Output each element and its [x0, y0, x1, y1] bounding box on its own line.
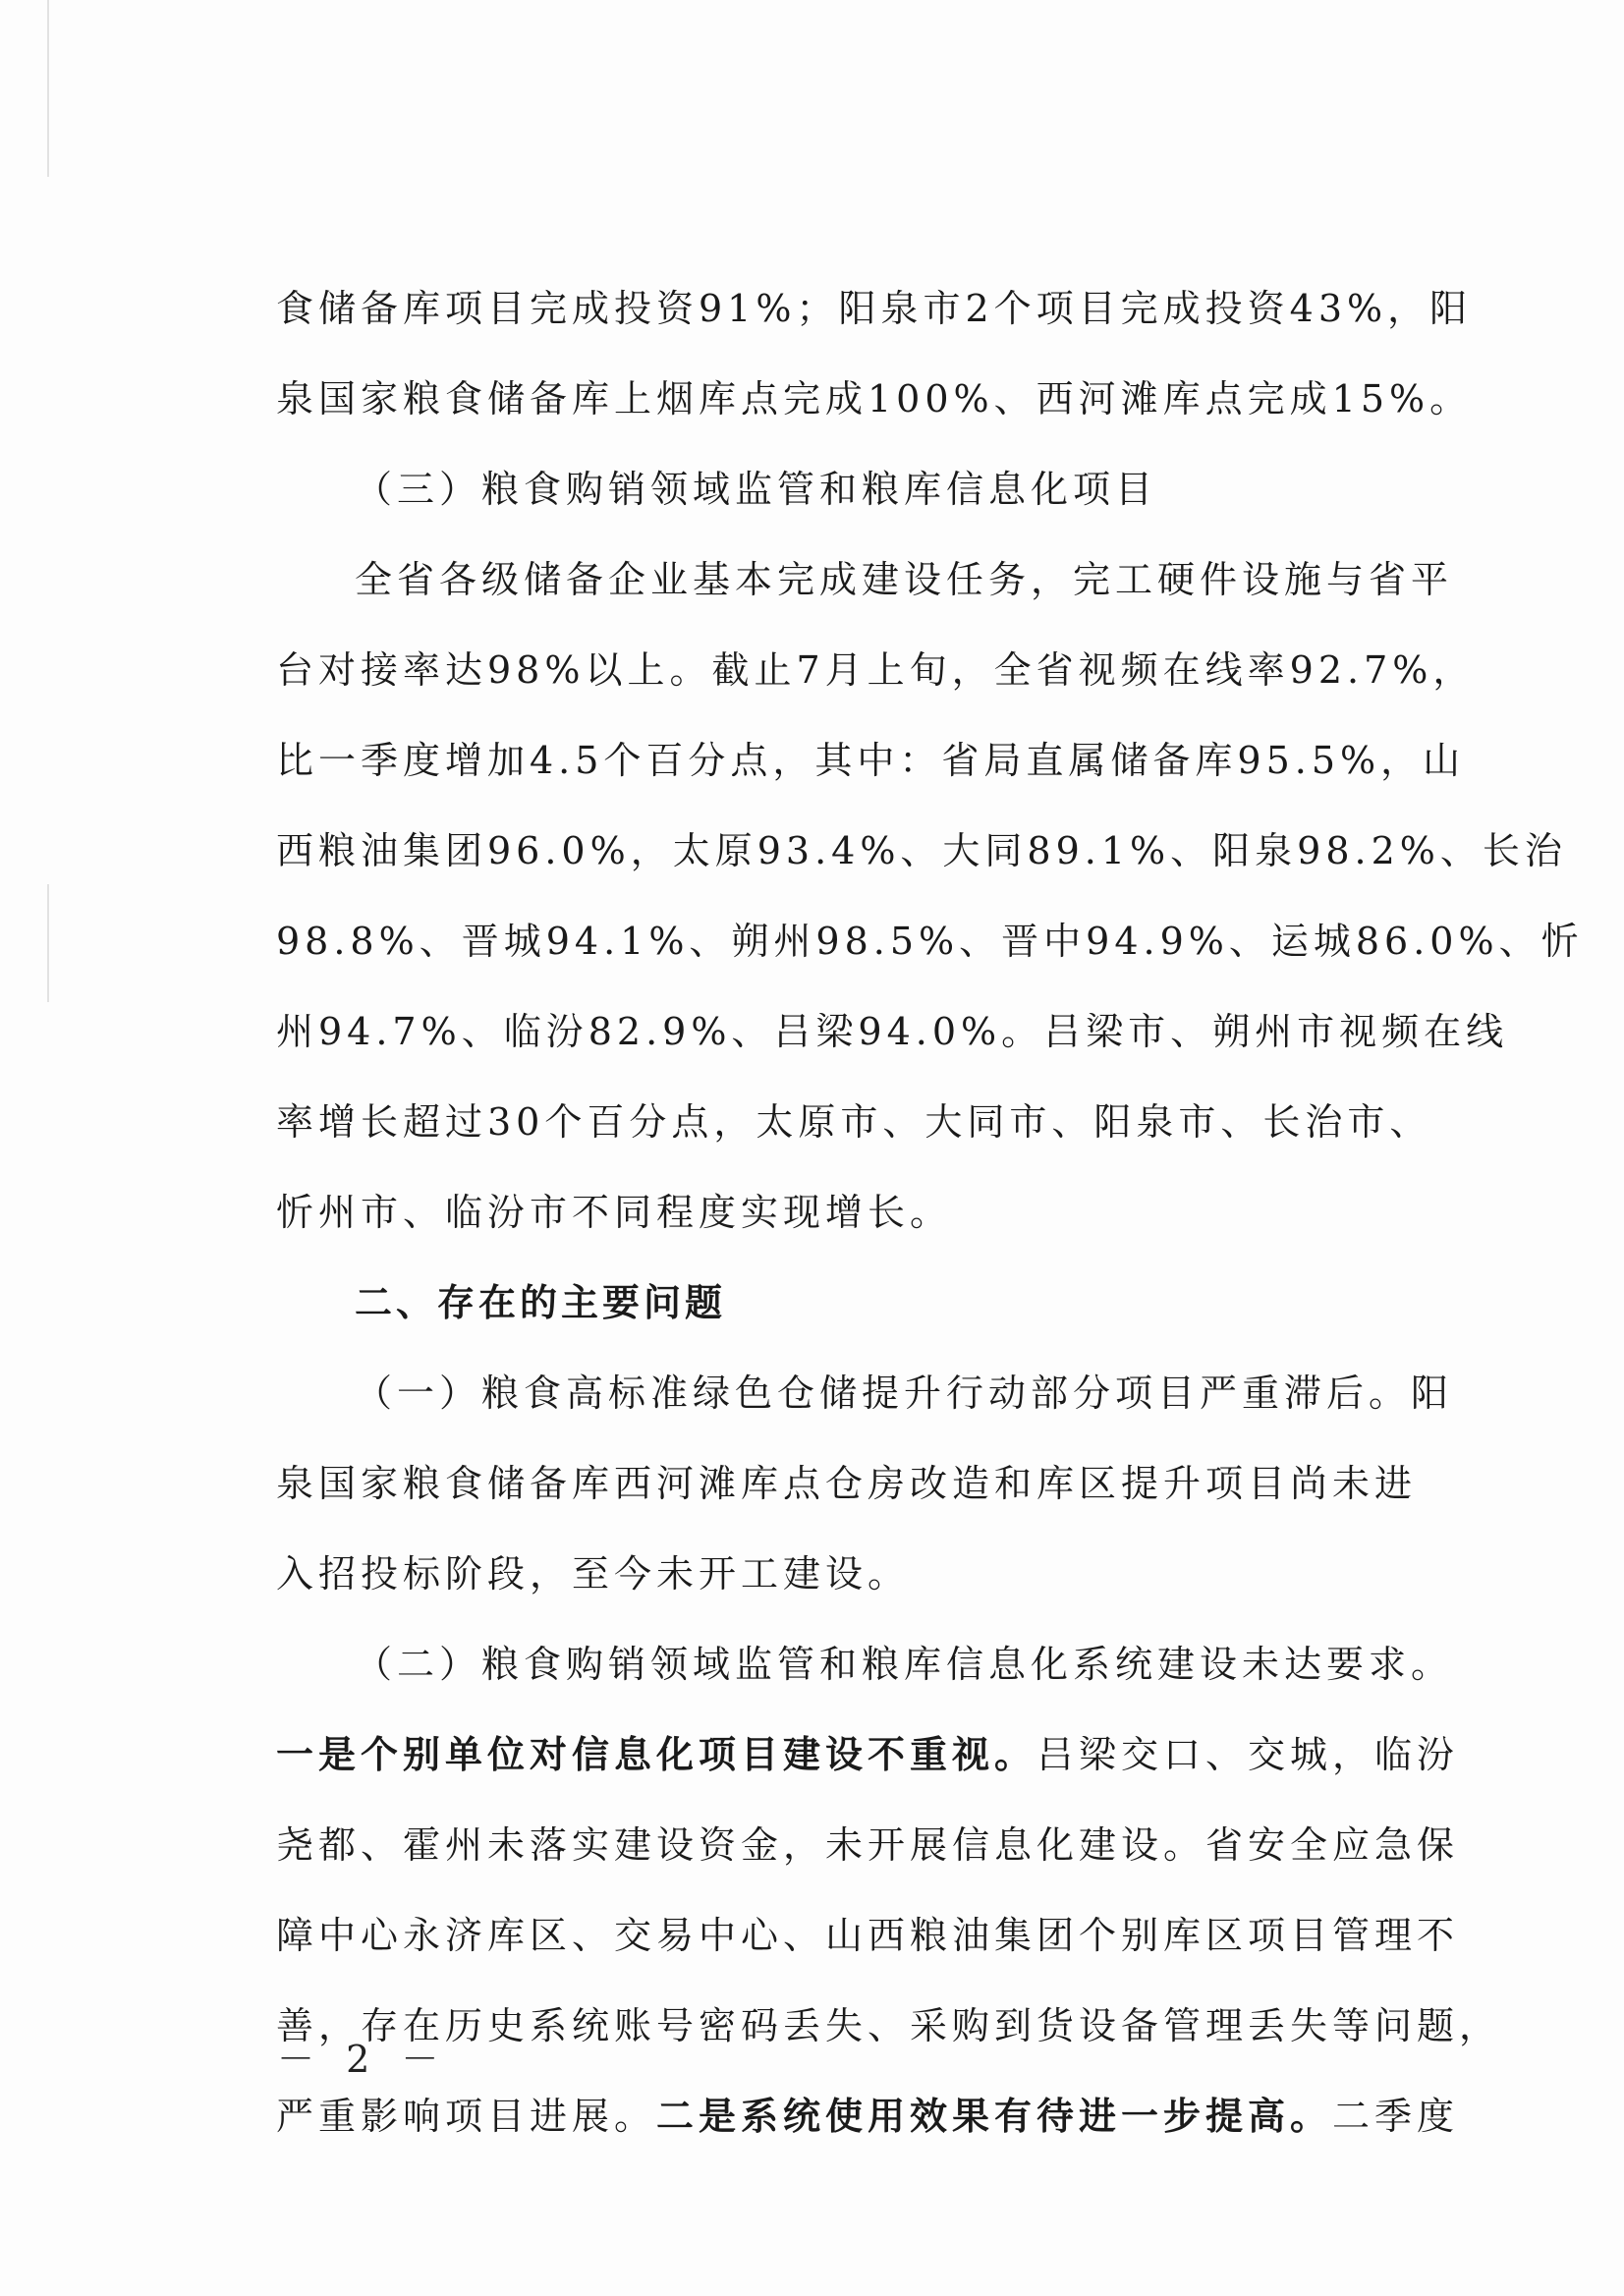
paragraph-start: （二）粮食购销领域监管和粮库信息化系统建设未达要求。: [355, 1643, 1454, 1686]
text-line: 尧都、霍州未落实建设资金，未开展信息化建设。省安全应急保: [276, 1823, 1460, 1867]
document-body: [276, 263, 1584, 2161]
subsection-heading: （三）粮食购销领域监管和粮库信息化项目: [355, 468, 1158, 511]
text-line: 98.8%、晋城94.1%、朔州98.5%、晋中94.9%、运城86.0%、忻: [276, 920, 1584, 963]
text-line: 泉国家粮食储备库西河滩库点仓房改造和库区提升项目尚未进: [276, 1462, 1418, 1505]
paragraph-start: （一）粮食高标准绿色仓储提升行动部分项目严重滞后。阳: [355, 1372, 1454, 1415]
text-span: 吕梁交口、交城，临汾: [1036, 1733, 1460, 1776]
bold-phrase: 一是个别单位对信息化项目建设不重视。: [276, 1732, 1037, 1776]
scan-edge-mark: [47, 0, 49, 177]
paragraph-start: 全省各级储备企业基本完成建设任务，完工硬件设施与省平: [355, 558, 1454, 601]
text-line: 率增长超过30个百分点，太原市、大同市、阳泉市、长治市、: [276, 1100, 1432, 1144]
text-line: [276, 1709, 1460, 1800]
text-line: 台对接率达98%以上。截止7月上旬，全省视频在线率92.7%，: [276, 648, 1476, 692]
text-line: 障中心永济库区、交易中心、山西粮油集团个别库区项目管理不: [276, 1914, 1460, 1957]
text-span: 二季度: [1332, 2095, 1460, 2138]
scan-edge-mark: [47, 884, 49, 1002]
text-line: 善，存在历史系统账号密码丢失、采购到货设备管理丢失等问题，: [276, 2004, 1502, 2047]
text-line: 泉国家粮食储备库上烟库点完成100%、西河滩库点完成15%。: [276, 377, 1473, 420]
text-line: 西粮油集团96.0%，太原93.4%、大同89.1%、阳泉98.2%、长治: [276, 829, 1567, 872]
text-line: [276, 2071, 1460, 2161]
text-span: 严重影响项目进展。: [276, 2095, 657, 2138]
text-line: 入招投标阶段，至今未开工建设。: [276, 1552, 911, 1596]
text-line: 忻州市、临汾市不同程度实现增长。: [276, 1191, 953, 1234]
text-line: 食储备库项目完成投资91%；阳泉市2个项目完成投资43%，阳: [276, 287, 1473, 330]
bold-phrase: 二是系统使用效果有待进一步提高。: [656, 2094, 1333, 2138]
text-line: 比一季度增加4.5个百分点，其中：省局直属储备库95.5%，山: [276, 739, 1466, 782]
section-heading: 二、存在的主要问题: [355, 1280, 727, 1324]
text-line: 州94.7%、临汾82.9%、吕梁94.0%。吕梁市、朔州市视频在线: [276, 1010, 1509, 1053]
page-number: － 2 －: [277, 2038, 449, 2081]
